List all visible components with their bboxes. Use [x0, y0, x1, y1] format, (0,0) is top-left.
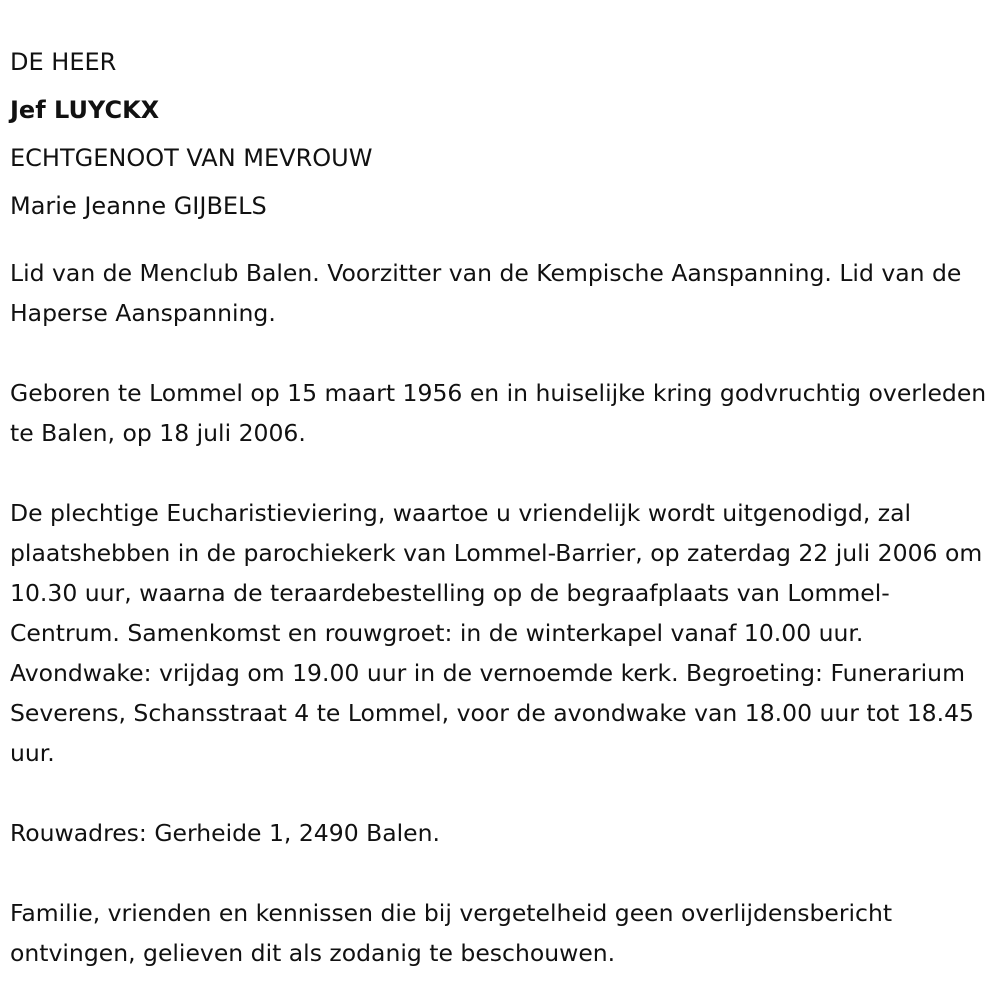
- deceased-name: Jef LUYCKX: [10, 96, 160, 124]
- spouse-name: Marie Jeanne GIJBELS: [10, 192, 267, 220]
- ceremony-paragraph: De plechtige Eucharistieviering, waartoe u vriendelijk wordt uitgenodigd, zal plaatshebben in de parochiekerk van Lommel-Barrier, op zaterdag 22 juli 2006 om 10.30 uur, waarna de teraardebestelling op de begraafplaats van Lommel-Centrum. Samenkomst en rouwgroet: in de winterkapel vanaf 10.00 uur. Avondwake: vrijdag om 19.00 uur in de vernoemde kerk. Begroeting: Funerarium Severens, Schansstraat 4 te Lommel, voor de avondwake van 18.00 uur tot 18.45 uur.: [10, 499, 983, 767]
- address-paragraph: Rouwadres: Gerheide 1, 2490 Balen.: [10, 819, 440, 847]
- memberships-paragraph: Lid van de Menclub Balen. Voorzitter van de Kempische Aanspanning. Lid van de Haperse Aanspanning.: [10, 259, 962, 327]
- birth-death-paragraph: Geboren te Lommel op 15 maart 1956 en in huiselijke kring godvruchtig overleden te Balen, op 18 juli 2006.: [10, 379, 987, 447]
- closing-paragraph: Familie, vrienden en kennissen die bij vergetelheid geen overlijdensbericht ontvingen, gelieven dit als zodanig te beschouwen.: [10, 899, 893, 967]
- relation-line: ECHTGENOOT VAN MEVROUW: [10, 144, 373, 172]
- title-line: DE HEER: [10, 48, 117, 76]
